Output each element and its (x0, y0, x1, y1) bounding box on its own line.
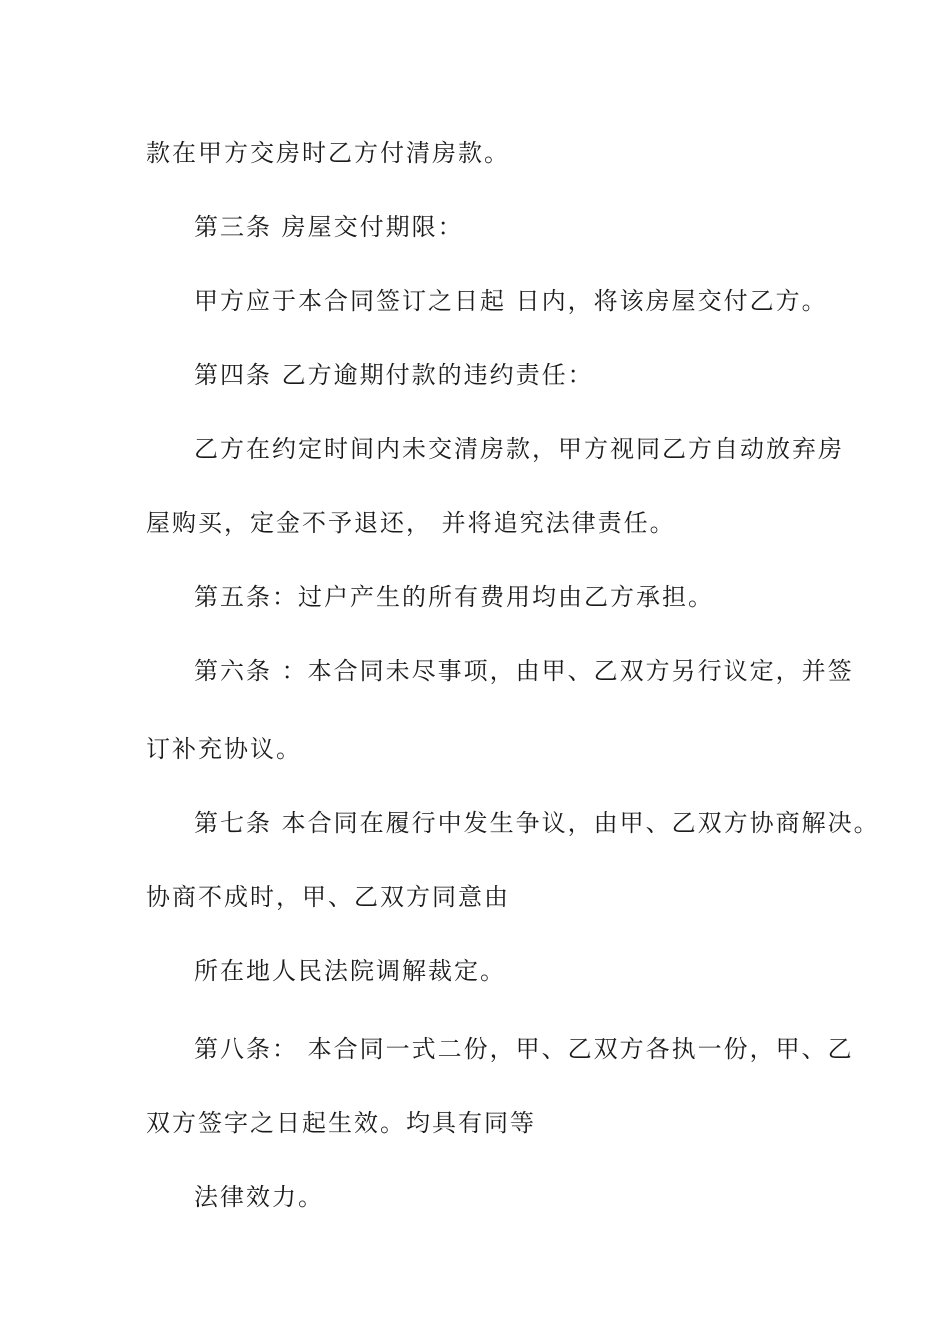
text-line: 屋购买，定金不予退还， 并将追究法律责任。 (146, 509, 676, 537)
article-5: 第五条：过户产生的所有费用均由乙方承担。 (194, 583, 714, 611)
text-line: 所在地人民法院调解裁定。 (194, 957, 506, 985)
article-7: 第七条 本合同在履行中发生争议，由甲、乙双方协商解决。 (194, 809, 880, 837)
text-line: 订补充协议。 (146, 735, 302, 763)
text-line: 双方签字之日起生效。均具有同等 (146, 1109, 536, 1137)
text-line: 乙方在约定时间内未交清房款，甲方视同乙方自动放弃房 (194, 435, 844, 463)
article-3-heading: 第三条 房屋交付期限： (194, 213, 464, 241)
article-6: 第六条 ：本合同未尽事项，由甲、乙双方另行议定，并签 (194, 657, 854, 685)
text-line: 甲方应于本合同签订之日起 日内，将该房屋交付乙方。 (194, 287, 828, 315)
text-line: 协商不成时，甲、乙双方同意由 (146, 883, 510, 911)
article-8: 第八条： 本合同一式二份，甲、乙双方各执一份，甲、乙 (194, 1035, 854, 1063)
text-line: 法律效力。 (194, 1183, 324, 1211)
text-line: 款在甲方交房时乙方付清房款。 (146, 139, 510, 167)
article-4-heading: 第四条 乙方逾期付款的违约责任： (194, 361, 594, 389)
